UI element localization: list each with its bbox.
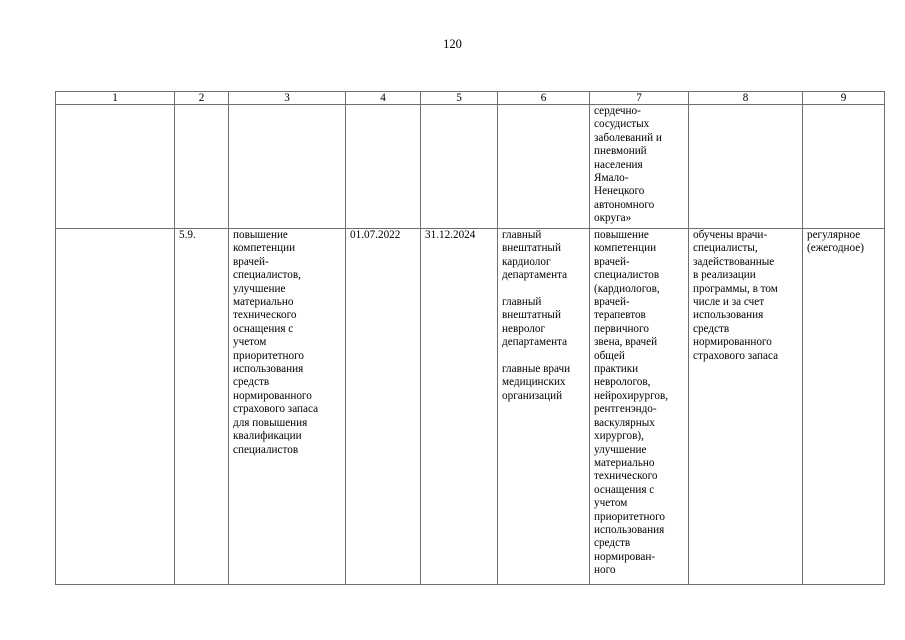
column-number: 6 (498, 92, 590, 105)
table-cell (229, 105, 346, 229)
column-number: 5 (421, 92, 498, 105)
start-date: 01.07.2022 (346, 229, 421, 585)
column-number-row (56, 92, 885, 105)
result-cell-continued: сердечно- сосудистых заболеваний и пневмоний населения Ямало- Ненецкого автономного округа» (590, 105, 689, 229)
measure-description: повышение компетенции врачей- специалистов, улучшение материально технического оснащения с учетом приоритетного использования средств нормированного страхового запаса для повышения квалификации специалистов (229, 229, 346, 585)
table-row-5-9 (56, 229, 885, 585)
column-number: 1 (56, 92, 175, 105)
end-date: 31.12.2024 (421, 229, 498, 585)
table-cell (56, 229, 175, 585)
responsible-executors: главный внештатный кардиолог департамента главный внештатный невролог департамента главные врачи медицинских организаций (498, 229, 590, 585)
table-cell (498, 105, 590, 229)
table-cell (346, 105, 421, 229)
table-cell (421, 105, 498, 229)
table-cell (56, 105, 175, 229)
table-cell (689, 105, 803, 229)
column-number: 8 (689, 92, 803, 105)
expected-result: повышение компетенции врачей- специалистов (кардиологов, врачей- терапевтов первичного звена, врачей общей практики неврологов, нейрохирургов, рентгенэндо- васкулярных хирургов), улучшение материально технического оснащения с учетом приоритетного использования средств нормирован- ного (590, 229, 689, 585)
table-row-continuation (56, 105, 885, 229)
column-number: 2 (175, 92, 229, 105)
periodicity: регулярное (ежегодное) (803, 229, 885, 585)
page-number: 120 (443, 37, 462, 51)
measures-table (55, 91, 885, 585)
column-number: 3 (229, 92, 346, 105)
table-cell (175, 105, 229, 229)
indicator: обучены врачи- специалисты, задействованные в реализации программы, в том числе и за счет использования средств нормированного страхового запаса (689, 229, 803, 585)
table-cell (803, 105, 885, 229)
item-number: 5.9. (175, 229, 229, 585)
column-number: 4 (346, 92, 421, 105)
column-number: 7 (590, 92, 689, 105)
column-number: 9 (803, 92, 885, 105)
